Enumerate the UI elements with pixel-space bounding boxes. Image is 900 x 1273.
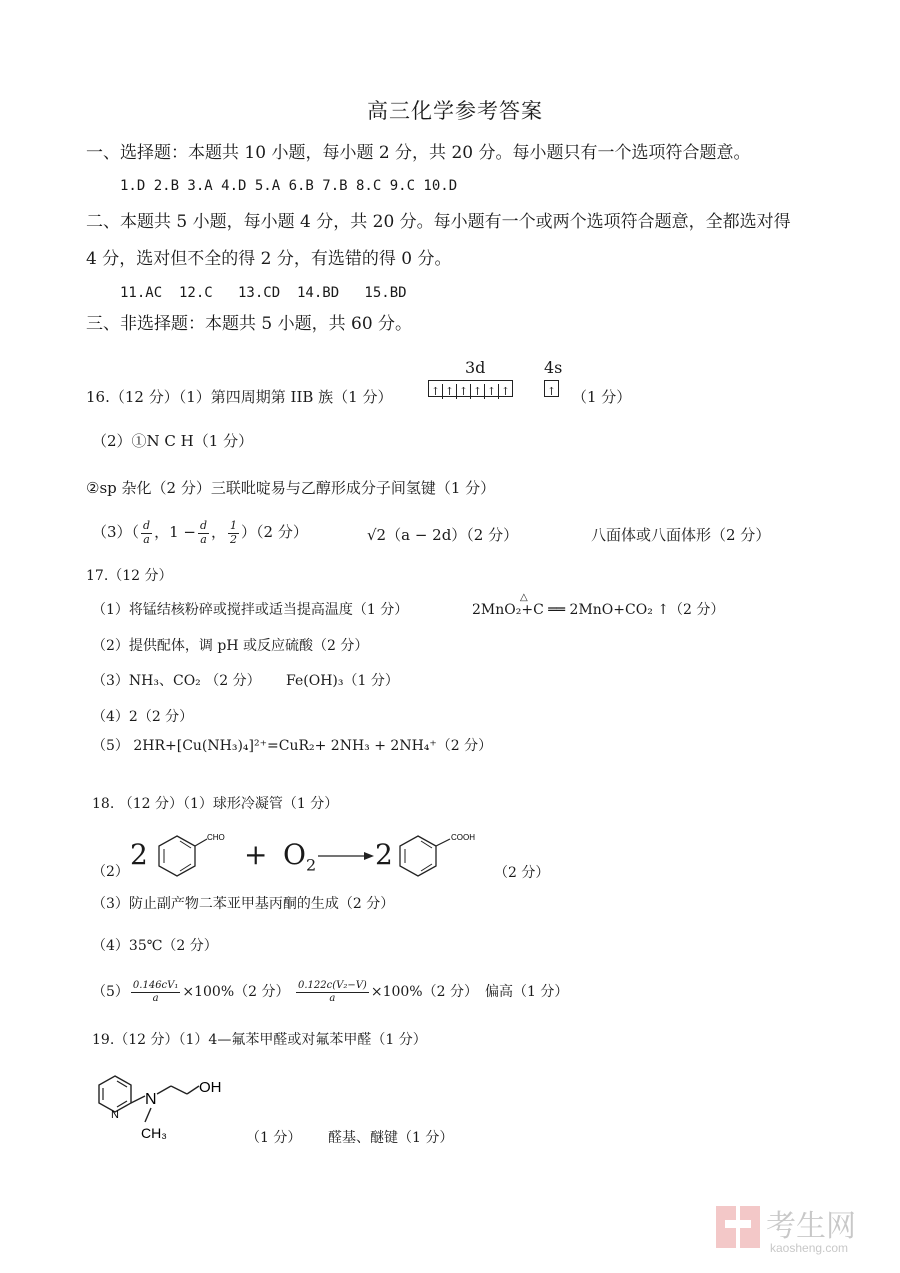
q18-line5: （5） $\frac{\text{0.146cV₁}}{a}$ ×100%（2 分） $\frac{\text{0.122c(V₂−V)}}{a}$ ×100%（2 分） 偏高（1 分）: [92, 980, 569, 1004]
orbital-3d-label: 3d: [465, 358, 486, 377]
cho-label: CHO: [207, 833, 225, 842]
reaction-coef-2: 2: [375, 838, 393, 871]
orbital-3d-boxes: [428, 378, 513, 397]
q16-line2: （2）①N C H（1 分）: [92, 432, 254, 450]
orbital-box: ↑: [500, 384, 511, 398]
watermark-logo: [712, 1200, 882, 1260]
reaction-coef-1: 2: [130, 838, 148, 871]
section2-heading-2: 4 分，选对但不全的得 2 分，有选错的得 0 分。: [86, 249, 452, 269]
q18-line4: （4）35℃（2 分）: [92, 938, 218, 954]
orbital-box: ↑: [471, 384, 485, 399]
q19-score: （1 分）: [246, 1130, 302, 1146]
hydroxyl-label: OH: [199, 1079, 222, 1096]
section1-heading: 一、选择题：本题共 10 小题，每小题 2 分，共 20 分。每小题只有一个选项符合题意。: [86, 143, 751, 163]
cooh-label: COOH: [451, 833, 475, 842]
reaction-arrow-icon: [318, 850, 374, 862]
orbital-4s-label: 4s: [544, 358, 563, 377]
section2-answers: 11.AC 12.C 13.CD 14.BD 15.BD: [120, 285, 407, 301]
page-title: 高三化学参考答案: [367, 99, 543, 123]
section1-answers: 1.D 2.B 3.A 4.D 5.A 6.B 7.B 8.C 9.C 10.D: [120, 178, 458, 194]
q18-line3: （3）防止副产物二苯亚甲基丙酮的生成（2 分）: [92, 896, 395, 912]
reaction-condition-heat: △: [520, 592, 528, 603]
q19-line1: 19.（12 分）（1）4—氟苯甲醛或对氟苯甲醛（1 分）: [92, 1032, 427, 1048]
q16-part3: （3）（ $\frac{d}{a}$ ，1 − $\frac{d}{a}$ ， $\frac{1}{2}$ ）（2 分）: [92, 519, 308, 546]
orbital-box: ↑: [443, 384, 457, 399]
q17-line1: （1）将锰结核粉碎或搅拌或适当提高温度（1 分）: [92, 602, 409, 618]
q16-sqrt-answer: √2（a − 2d）（2 分）: [367, 526, 519, 544]
q17-head: 17.（12 分）: [86, 568, 173, 584]
q16-line3: ②sp 杂化（2 分）三联吡啶易与乙醇形成分子间氢键（1 分）: [86, 479, 496, 497]
orbital-box: ↑: [485, 384, 499, 399]
orbital-4s-box: [544, 378, 559, 397]
q16-line1: 16.（12 分）（1）第四周期第 IIB 族（1 分）: [86, 388, 393, 406]
q18-line1: 18. （12 分）（1）球形冷凝管（1 分）: [92, 796, 339, 812]
section2-heading-1: 二、本题共 5 小题，每小题 4 分，共 20 分。每小题有一个或两个选项符合题意，全都选对得: [86, 212, 791, 232]
section3-heading: 三、非选择题：本题共 5 小题，共 60 分。: [86, 314, 413, 334]
amine-n-label: N: [145, 1091, 157, 1108]
q16-score1: （1 分）: [572, 388, 632, 406]
orbital-box: ↑: [457, 384, 471, 399]
watermark-en: kaosheng.com: [770, 1241, 849, 1255]
oxygen-reactant: $O_2$: [283, 838, 317, 875]
q18-score2: （2 分）: [494, 865, 550, 881]
q18-part2-label: （2）: [92, 864, 129, 880]
pyridyl-aminoethanol-structure: [95, 1072, 225, 1144]
q17-line5: （5） 2HR+[Cu(NH₃)₄]²⁺=CuR₂+ 2NH₃ + 2NH₄⁺（2 分）: [92, 738, 493, 754]
pyridine-n-label: N: [111, 1109, 119, 1121]
watermark-cn: 考生网: [766, 1210, 856, 1243]
orbital-box: ↑: [546, 384, 557, 398]
plus-sign: +: [244, 838, 268, 871]
methyl-label: CH₃: [141, 1125, 167, 1141]
q17-line4: （4）2（2 分）: [92, 709, 194, 725]
q19-groups: 醛基、醚键（1 分）: [328, 1130, 454, 1146]
benzoic-acid-structure: [396, 828, 486, 884]
q17-equation: 2MnO₂+C ══ 2MnO+CO₂ ↑（2 分）: [472, 602, 725, 618]
orbital-box: ↑: [429, 384, 443, 399]
q17-line3: （3）NH₃、CO₂ （2 分） Fe(OH)₃（1 分）: [92, 673, 399, 689]
q16-octahedron: 八面体或八面体形（2 分）: [591, 526, 771, 544]
benzaldehyde-structure: [155, 828, 225, 884]
q17-line2: （2）提供配体，调 pH 或反应硫酸（2 分）: [92, 638, 369, 654]
